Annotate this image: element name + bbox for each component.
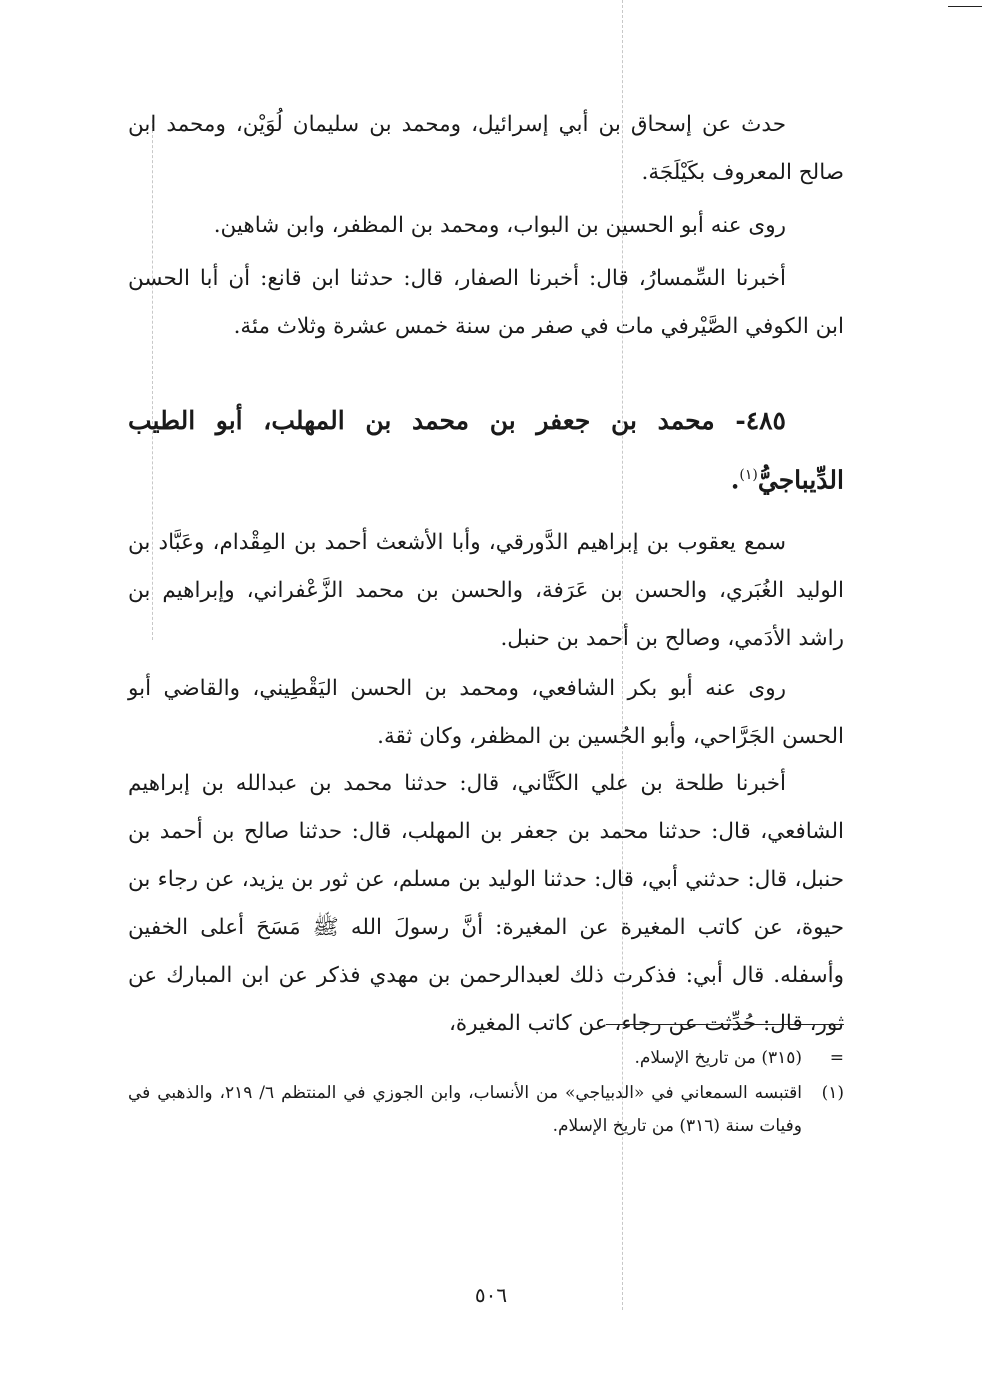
paragraph-hadith [128,760,844,1048]
paragraph-narrators-1 [128,202,844,250]
paragraph-text: أخبرنا السِّمسارُ، قال: أخبرنا الصفار، قال: حدثنا ابن قانع: أن أبا الحسن ابن الكوفي الصَّيْرفي مات في صفر من سنة خمس عشرة وثلاث مئة. [128,266,844,339]
paragraph-text: سمع يعقوب بن إبراهيم الدَّورقي، وأبا الأشعث أحمد بن المِقْدام، وعَبَّاد بن الوليد الغُبَري، والحسن بن عَرَفة، والحسن بن محمد الزَّعْفراني، وإبراهيم بن راشد الأدَمي، وصالح بن أحمد بن حنبل. [128,530,844,651]
paragraph-death-report [128,255,844,351]
page-number: ٥٠٦ [474,1283,508,1307]
footnote-reference: (١) [739,467,758,483]
footnote-mark: (١) [821,1083,844,1103]
paragraph-text: روى عنه أبو بكر الشافعي، ومحمد بن الحسن اليَقْطِيني، والقاضي أبو الحسن الجَرَّاحي، وأبو الحُسين بن المظفر، وكان ثقة. [128,676,844,749]
footnote-mark: = [829,1048,844,1068]
footnote-1 [128,1077,844,1143]
footnote-text: اقتبسه السمعاني في «الدبياجي» من الأنساب، وابن الجوزي في المنتظم ٦/ ٢١٩، والذهبي في وفيات سنة (٣١٦) من تاريخ الإسلام. [128,1083,803,1136]
paragraph-students [128,665,844,761]
paragraph-teachers [128,519,844,663]
entry-heading: ٤٨٥- محمد بن جعفر بن محمد بن المهلب، أبو الطيب الدِّيباجيُّ$^{(١)}$. [128,406,844,495]
footnote-continued [128,1042,844,1075]
footnote-separator [606,1024,844,1025]
corner-rule [948,6,982,7]
paragraph-text: روى عنه أبو الحسين بن البواب، ومحمد بن المظفر، وابن شاهين. [213,213,786,238]
entry-heading-text: ٤٨٥- محمد بن جعفر بن محمد بن المهلب، أبو الطيب الدِّيباجيُّ [128,406,844,495]
footnote-text: (٣١٥) من تاريخ الإسلام. [634,1048,802,1068]
paragraph-text: أخبرنا طلحة بن علي الكَتَّاني، قال: حدثنا محمد بن عبدالله بن إبراهيم الشافعي، قال: حدثنا محمد بن جعفر بن المهلب، قال: حدثنا صالح بن أحمد بن حنبل، قال: حدثني أبي، قال: حدثنا الوليد بن مسلم، عن ثور بن يزيد، عن رجاء بن حيوة، عن كاتب المغيرة عن المغيرة: أنَّ رسولَ الله ﷺ مَسَحَ أعلى الخفين وأسفله. قال أبي: فذكرت ذلك لعبدالرحمن بن مهدي فذكر عن ابن المبارك عن ثور، قال: حُدِّثت عن رجاء، عن كاتب المغيرة، [128,771,844,1036]
paragraph-text: حدث عن إسحاق بن أبي إسرائيل، ومحمد بن سليمان لُوَيْن، ومحمد ابن صالح المعروف بكَيْلَجَة. [128,112,844,185]
paragraph-narration-1 [128,101,844,197]
